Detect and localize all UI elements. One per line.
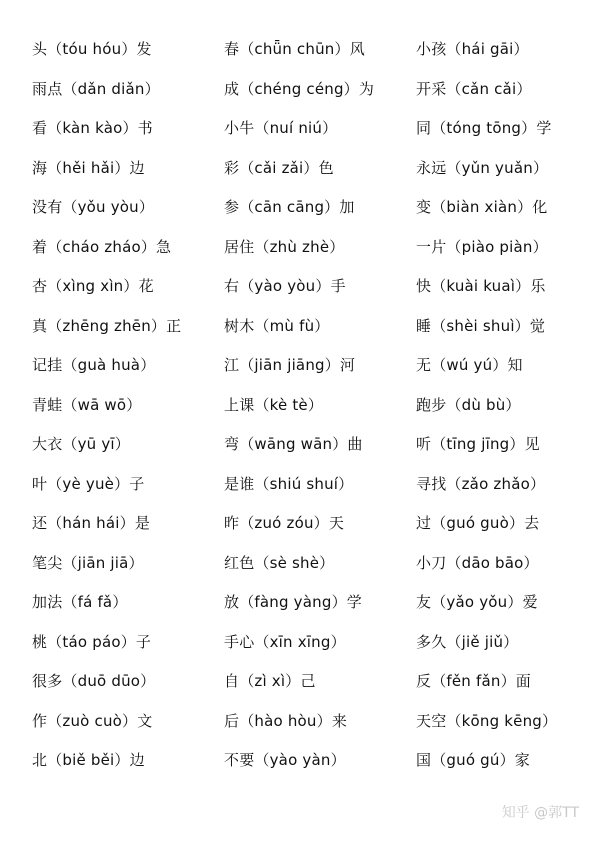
pinyin-item: 右（yào yòu）手 bbox=[224, 277, 346, 295]
pinyin-item: 真（zhēng zhēn）正 bbox=[32, 316, 182, 335]
pinyin-item: 放（fàng yàng）学 bbox=[224, 593, 362, 611]
column-3 bbox=[416, 30, 557, 781]
pinyin-item: 看（kàn kào）书 bbox=[32, 119, 153, 137]
pinyin-item: 反（fěn fǎn）面 bbox=[416, 672, 531, 690]
pinyin-item: 没有（yǒu yòu） bbox=[32, 198, 155, 216]
pinyin-item: 海（hěi hǎi）边 bbox=[32, 158, 145, 177]
pinyin-item: 开采（cǎn cǎi） bbox=[416, 79, 532, 98]
pinyin-item: 手心（xīn xīng） bbox=[224, 632, 346, 651]
pinyin-item: 睡（shèi shuì）觉 bbox=[416, 316, 546, 335]
pinyin-item: 小刀（dāo bāo） bbox=[416, 553, 539, 572]
pinyin-item: 大衣（yū yī） bbox=[32, 435, 130, 453]
pinyin-item: 上课（kè tè） bbox=[224, 395, 324, 414]
pinyin-item: 友（yǎo yǒu）爱 bbox=[416, 593, 538, 611]
pinyin-item: 天空（kōng kēng） bbox=[416, 711, 558, 730]
pinyin-item: 红色（sè shè） bbox=[224, 553, 335, 572]
column-2 bbox=[224, 30, 374, 781]
pinyin-item: 树木（mù fù） bbox=[224, 316, 330, 335]
pinyin-item: 桃（táo páo）子 bbox=[32, 632, 152, 651]
pinyin-item: 青蛙（wā wō） bbox=[32, 395, 142, 414]
pinyin-item: 记挂（guà huà） bbox=[32, 356, 156, 374]
pinyin-item: 着（cháo zháo）急 bbox=[32, 237, 172, 256]
pinyin-item: 作（zuò cuò）文 bbox=[32, 711, 153, 730]
pinyin-item: 叶（yè yuè）子 bbox=[32, 474, 145, 493]
pinyin-item: 后（hào hòu）来 bbox=[224, 711, 348, 730]
pinyin-item: 国（guó gú）家 bbox=[416, 751, 531, 769]
pinyin-item: 加法（fá fǎ） bbox=[32, 593, 128, 611]
pinyin-item: 同（tóng tōng）学 bbox=[416, 119, 552, 137]
pinyin-item: 很多（duō dūo） bbox=[32, 672, 156, 690]
pinyin-item: 永远（yǔn yuǎn） bbox=[416, 158, 549, 177]
pinyin-item: 一片（piào piàn） bbox=[416, 237, 548, 256]
pinyin-item: 参（cān cāng）加 bbox=[224, 198, 355, 216]
pinyin-item: 成（chéng céng）为 bbox=[224, 79, 375, 98]
pinyin-item: 听（tīng jīng）见 bbox=[416, 435, 540, 453]
pinyin-item: 过（guó guò）去 bbox=[416, 514, 540, 532]
pinyin-item: 春（chǖn chūn）风 bbox=[224, 40, 365, 58]
watermark: 知乎 @郭TT bbox=[501, 805, 579, 821]
pinyin-item: 无（wú yú）知 bbox=[416, 356, 523, 374]
pinyin-item: 头（tóu hóu）发 bbox=[32, 40, 152, 58]
pinyin-item: 寻找（zǎo zhǎo） bbox=[416, 474, 546, 493]
pinyin-item: 快（kuài kuaì）乐 bbox=[416, 277, 546, 295]
pinyin-item: 北（biě běi）边 bbox=[32, 751, 145, 769]
pinyin-item: 雨点（dǎn diǎn） bbox=[32, 79, 160, 98]
pinyin-item: 小牛（nuí niú） bbox=[224, 119, 338, 137]
pinyin-item: 多久（jiě jiǔ） bbox=[416, 632, 519, 651]
pinyin-item: 跑步（dù bù） bbox=[416, 395, 521, 414]
pinyin-item: 昨（zuó zóu）天 bbox=[224, 514, 345, 532]
pinyin-item: 江（jiān jiāng）河 bbox=[224, 356, 356, 374]
column-1 bbox=[32, 30, 181, 781]
pinyin-item: 不要（yào yàn） bbox=[224, 751, 346, 769]
pinyin-item: 杏（xìng xìn）花 bbox=[32, 277, 154, 295]
pinyin-item: 是谁（shiú shuí） bbox=[224, 474, 354, 493]
pinyin-item: 居住（zhù zhè） bbox=[224, 237, 345, 256]
pinyin-item: 变（biàn xiàn）化 bbox=[416, 198, 548, 216]
pinyin-item: 自（zì xì）己 bbox=[224, 672, 316, 690]
pinyin-item: 还（hán hái）是 bbox=[32, 514, 151, 532]
pinyin-item: 小孩（hái gāi） bbox=[416, 40, 529, 58]
pinyin-item: 彩（cǎi zǎi）色 bbox=[224, 158, 334, 177]
pinyin-item: 笔尖（jiān jiā） bbox=[32, 553, 144, 572]
pinyin-item: 弯（wāng wān）曲 bbox=[224, 435, 363, 453]
